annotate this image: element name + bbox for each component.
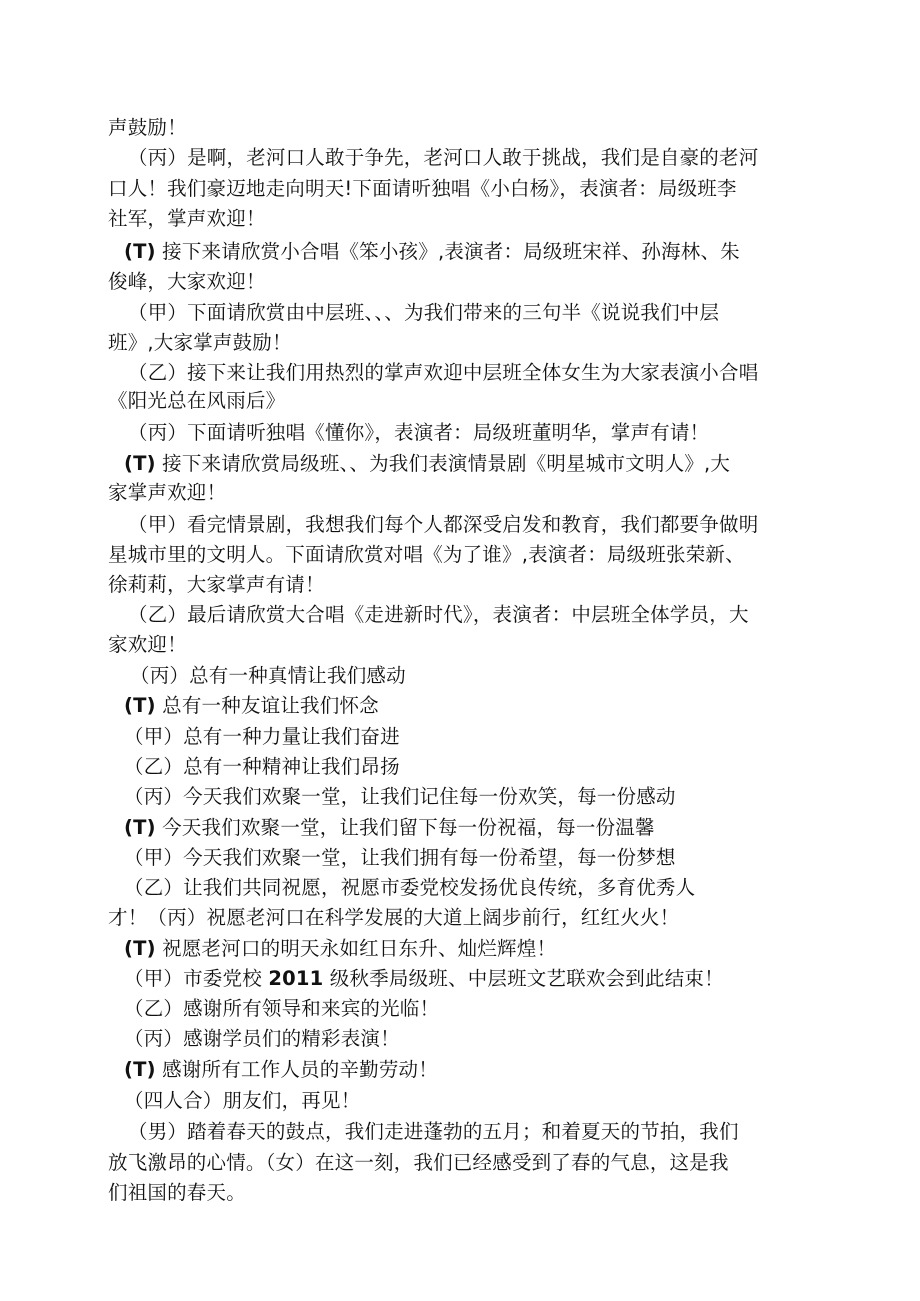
- text-line: （四人合）朋友们，再见！: [124, 1089, 361, 1112]
- text-line: 星城市里的文明人。下面请欣赏对唱《为了谁》,表演者：局级班张荣新、: [108, 543, 745, 566]
- text-line: （丙）感谢学员们的精彩表演！: [124, 1027, 400, 1050]
- text-line: 口人！我们豪迈地走向明天!下面请听独唱《小白杨》，表演者：局级班李: [108, 177, 737, 200]
- line-text: 感谢所有工作人员的辛勤劳动！: [162, 1058, 438, 1081]
- text-line: [124, 452, 730, 476]
- line-text: 接下来请欣赏局级班、、为我们表演情景剧《明星城市文明人》,大: [162, 452, 731, 475]
- text-line: [124, 240, 740, 264]
- text-line: （丙）下面请听独唱《懂你》，表演者：局级班董明华，掌声有请！: [128, 421, 710, 444]
- year-number: 2011: [268, 967, 324, 990]
- speaker-label: (T): [124, 937, 156, 960]
- speaker-label: (T): [124, 694, 156, 717]
- line-text: 祝愿老河口的明天永如红日东升、灿烂辉煌！: [162, 937, 557, 960]
- text-line: （丙）今天我们欢聚一堂，让我们记住每一份欢笑，每一份感动: [124, 785, 676, 808]
- speaker-label: (T): [124, 452, 156, 475]
- speaker-label: (T): [124, 240, 156, 263]
- text-line: 班》,大家掌声鼓励！: [108, 331, 292, 354]
- text-line: 社军，掌声欢迎！: [108, 207, 266, 230]
- text-line: （丙）是啊，老河口人敢于争先，老河口人敢于挑战，我们是自豪的老河: [128, 146, 759, 169]
- text-line: 家欢迎！: [108, 633, 187, 656]
- text-line: [124, 967, 724, 991]
- text-line: （甲）看完情景剧，我想我们每个人都深受启发和教育，我们都要争做明: [128, 513, 759, 536]
- text-line: 俊峰，大家欢迎！: [108, 270, 266, 293]
- text-line: [124, 816, 655, 840]
- text-line: 家掌声欢迎！: [108, 481, 227, 504]
- line-text: 总有一种友谊让我们怀念: [162, 694, 379, 717]
- text-line: （乙）最后请欣赏大合唱《走进新时代》，表演者：中层班全体学员，大: [128, 603, 749, 626]
- line-text: （甲）市委党校: [124, 967, 262, 990]
- text-line: （甲）总有一种力量让我们奋进: [124, 725, 400, 748]
- text-line: （男）踏着春天的鼓点，我们走进蓬勃的五月；和着夏天的节拍，我们: [128, 1120, 739, 1143]
- text-line: （乙）接下来让我们用热烈的掌声欢迎中层班全体女生为大家表演小合唱: [128, 361, 759, 384]
- text-line: 们祖国的春天。: [108, 1181, 246, 1204]
- text-line: 《阳光总在风雨后》: [108, 389, 286, 412]
- text-line: 徐莉莉，大家掌声有请！: [108, 573, 325, 596]
- text-line: 才！（丙）祝愿老河口在科学发展的大道上阔步前行，红红火火！: [108, 906, 680, 929]
- line-text: 接下来请欣赏小合唱《笨小孩》,表演者：局级班宋祥、孙海林、朱: [162, 240, 740, 263]
- text-line: （乙）感谢所有领导和来宾的光临！: [124, 997, 440, 1020]
- line-text: 级秋季局级班、中层班文艺联欢会到此结束！: [329, 967, 724, 990]
- speaker-label: (T): [124, 1058, 156, 1081]
- text-line: （乙）总有一种精神让我们昂扬: [124, 755, 400, 778]
- text-line: （甲）今天我们欢聚一堂，让我们拥有每一份希望，每一份梦想: [124, 846, 676, 869]
- line-text: 今天我们欢聚一堂，让我们留下每一份祝福，每一份温馨: [162, 816, 655, 839]
- text-line: （乙）让我们共同祝愿，祝愿市委党校发扬优良传统，多育优秀人: [124, 876, 696, 899]
- text-line: 放飞激昂的心情。（女）在这一刻，我们已经感受到了春的气息，这是我: [108, 1151, 729, 1174]
- text-line: （甲）下面请欣赏由中层班、、、为我们带来的三句半《说说我们中层: [128, 301, 720, 324]
- text-line: [124, 1058, 438, 1082]
- text-line: [124, 694, 379, 718]
- speaker-label: (T): [124, 816, 156, 839]
- text-line: （丙）总有一种真情让我们感动: [130, 664, 406, 687]
- text-line: [124, 937, 556, 961]
- text-line: 声鼓励！: [108, 116, 187, 139]
